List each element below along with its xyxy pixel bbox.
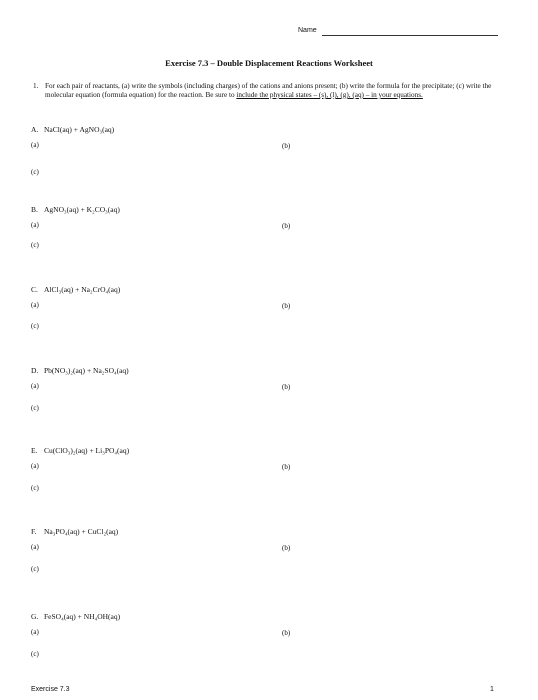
part-b-label: (b) [282,629,291,637]
part-b-label: (b) [282,463,291,471]
part-a-label: (a) [31,221,39,229]
part-b-label: (b) [282,222,291,230]
part-c-label: (c) [31,484,39,492]
part-c-label: (c) [31,168,39,176]
part-c-label: (c) [31,650,39,658]
reaction-equation: B. AgNO₃(aq) + K₂CO₃(aq) [31,205,120,214]
name-field-line[interactable] [322,35,498,36]
part-c-label: (c) [31,565,39,573]
reaction-equation: E. Cu(ClO₃)₂(aq) + Li₃PO₄(aq) [31,446,130,455]
instructions-text: For each pair of reactants, (a) write the symbols (including charges) of the cations and anions present; (b) write the formula for the precipitate; (c) write the molecular equation (formula equation) for the reaction. Be sure to [45,82,492,99]
part-b-label: (b) [282,383,291,391]
name-label: Name [298,27,317,34]
reaction-equation: C. AlCl₃(aq) + Na₂CrO₄(aq) [31,285,121,294]
worksheet-title: Exercise 7.3 – Double Displacement Reactions Worksheet [165,58,373,68]
reaction-equation: G. FeSO₄(aq) + NH₄OH(aq) [31,612,121,621]
reaction-equation: A. NaCl(aq) + AgNO₃(aq) [31,125,115,134]
part-b-label: (b) [282,302,291,310]
reaction-equation: D. Pb(NO₃)₂(aq) + Na₂SO₄(aq) [31,366,129,375]
reaction-equation: F. Na₃PO₄(aq) + CuCl₂(aq) [31,527,119,536]
part-c-label: (c) [31,322,39,330]
part-a-label: (a) [31,462,39,470]
instructions-underlined-text: include the physical states – (s), (l), (g), (aq) – in your equations. [236,91,423,99]
question-instructions [45,82,500,100]
part-a-label: (a) [31,543,39,551]
part-b-label: (b) [282,142,291,150]
question-number: 1. [33,82,39,90]
part-c-label: (c) [31,241,39,249]
page-number: 1 [490,686,494,693]
part-b-label: (b) [282,544,291,552]
part-a-label: (a) [31,628,39,636]
part-a-label: (a) [31,301,39,309]
part-a-label: (a) [31,141,39,149]
footer-text: Exercise 7.3 [31,686,70,693]
part-a-label: (a) [31,382,39,390]
part-c-label: (c) [31,404,39,412]
